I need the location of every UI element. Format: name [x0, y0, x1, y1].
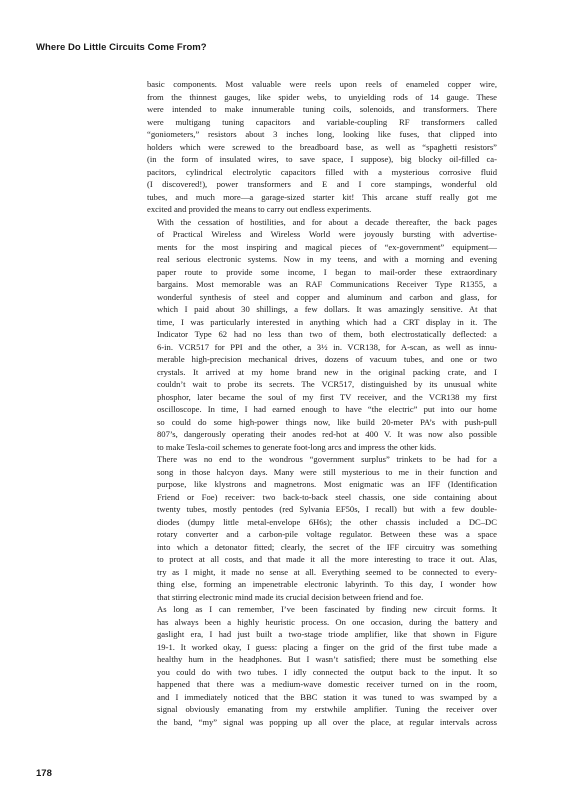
text-line: wonderful synthesis of steel and copper and aluminum and carbon and glass, for: [157, 291, 497, 302]
paragraph: [147, 216, 497, 454]
text-line: Indicator Type 62 had no less than two of them, both electrostatically deflected: a: [157, 329, 497, 339]
text-line: healthy hum in the headphones. But I wasn’t satisfied; there must be something else: [157, 654, 497, 664]
text-line: ments for the most inspiring and magical pieces of “ex-government” equipment—: [157, 241, 497, 252]
text-line: so could do some high-power things now, like build 20-meter PA’s with push-pull: [157, 416, 497, 427]
text-line: basic components. Most valuable were reels upon reels of enameled copper wire,: [147, 79, 497, 89]
text-line: As long as I can remember, I’ve been fascinated by finding new circuit forms. It: [157, 604, 497, 614]
text-line: tubes, and much more—a garage-sized starter kit! This arcane stuff really got me: [147, 191, 497, 202]
text-line: you could do with two tubes. I idly connected the output back to the input. It so: [157, 666, 497, 677]
paragraph: [147, 453, 497, 603]
text-line: from the thinnest gauges, like spider webs, to unyielding rods of 14 gauge. These: [147, 91, 497, 102]
paragraph: [147, 78, 497, 216]
text-line: to make Tesla-coil schemes to generate foot-long arcs and impress the other kids.: [157, 441, 437, 452]
text-line: into which a detonator fitted; clearly, the secret of the IFF circuitry was something: [157, 541, 497, 552]
text-line: signal obviously emanating from my erstwhile amplifier. Tuning the receiver over: [157, 704, 497, 714]
text-line: rotary converter and a carbon-pile voltage regulator. Between these was a space: [157, 529, 497, 539]
text-line: oscilloscope. In time, I had earned enough to have “the electric” put into our home: [157, 404, 497, 414]
text-line: 6-in. VCR517 for PPI and the other, a 3½ in. VCR138, for A-scan, as well as innu-: [157, 341, 497, 352]
paragraph: [147, 603, 497, 728]
text-line: thing else, forming an impenetrable electronic labyrinth. To this day, I wonder how: [157, 579, 497, 589]
text-line: Friend or Foe) receiver: two back-to-back steel chassis, one side containing about: [157, 491, 497, 502]
text-line: holders which were screwed to the breadboard base, as well as “spaghetti resistors”: [147, 141, 497, 152]
text-line: pacitors, cylindrical electrolytic capacitors filled with a mysterious corrosive fluid: [147, 166, 497, 177]
text-line: couldn’t wait to probe its secrets. The VCR517, distinguished by its unusual white: [157, 379, 497, 389]
text-line: diodes (dumpy little metal-envelope 6H6s); the other chassis included a DC–DC: [157, 516, 497, 527]
text-line: 807’s, dangerously operating their anodes red-hot at 400 V. It was now also possible: [157, 429, 497, 439]
text-line: gaslight era, I had just built a two-stage triode amplifier, like that shown in Figure: [157, 629, 497, 639]
text-line: has always been a highly heuristic process. On one occasion, during the battery and: [157, 616, 497, 627]
text-line: that stirring electronic mind made its crucial decision between friend and foe.: [157, 591, 424, 602]
text-line: the band, “my” signal was popping up all over the place, at regular intervals across: [157, 716, 497, 727]
text-line: “goniometers,” resistors about 3 inches long, looking like fuses, that clipped into: [147, 129, 497, 139]
text-line: and I immediately noticed that the BBC station it was tuned to was swamped by a: [157, 691, 497, 702]
text-line: happened that there was a medium-wave domestic receiver turned on in the room,: [157, 679, 497, 689]
text-line: There was no end to the wondrous “government surplus” trinkets to be had for a: [157, 454, 497, 464]
page-number: 178: [36, 768, 52, 779]
text-line: bargains. Most memorable was an RAF Communications Receiver Type R1355, a: [157, 279, 497, 289]
text-line: which I paid about 30 shillings, a few dollars. It was amazingly sensitive. At that: [157, 304, 497, 314]
text-line: real serious electronic systems. Now in my teens, and with a morning and evening: [157, 254, 497, 264]
text-line: 19-1. It worked okay, I guess: placing a finger on the grid of the first tube made a: [157, 641, 497, 652]
text-line: With the cessation of hostilities, and for about a decade thereafter, the back pages: [157, 216, 497, 227]
text-line: purpose, like klystrons and magnetrons. Most enigmatic was an IFF (Identification: [157, 479, 497, 489]
text-line: (in the form of insulated wires, to save space, I suppose), big blocky oil-filled ca-: [147, 154, 497, 164]
text-line: twenty tubes, mostly pentodes (red Sylvania EF50s, I recall) but with a few double-: [157, 504, 497, 514]
text-line: were multigang tuning capacitors and variable-coupling RF transformers called: [147, 116, 497, 127]
text-line: try as I might, it made no sense at all. Everything seemed to be connected to every-: [157, 566, 497, 577]
body-text: [147, 78, 497, 728]
text-line: (I discovered!), power transformers and E and I core stampings, wonderful old: [147, 179, 497, 189]
text-line: to protect at all costs, and that made it all the more interesting to trace it out. Alas,: [157, 554, 497, 564]
text-line: merable high-precision mechanical drives, dozens of vacuum tubes, and one or two: [157, 354, 497, 364]
running-head: Where Do Little Circuits Come From?: [36, 42, 207, 53]
text-line: paper route to provide some income, I began to mail-order these extraordinary: [157, 266, 497, 277]
text-line: crystals. It arrived at my home brand new in the original packing crate, and I: [157, 366, 497, 377]
text-line: were intended to make innumerable tuning coils, solenoids, and transformers. There: [147, 104, 497, 114]
text-line: excited and provided the means to carry out endless experiments.: [147, 204, 372, 214]
text-line: of Practical Wireless and Wireless World were joyously bursting with advertise-: [157, 229, 497, 239]
text-line: song in those halcyon days. Many were still mysterious to me in their function and: [157, 466, 497, 477]
text-line: phosphor, later became the soul of my first TV receiver, and the VCR138 my first: [157, 391, 497, 402]
text-line: time, I was particularly interested in anything which had a CRT display in it. The: [157, 316, 497, 327]
